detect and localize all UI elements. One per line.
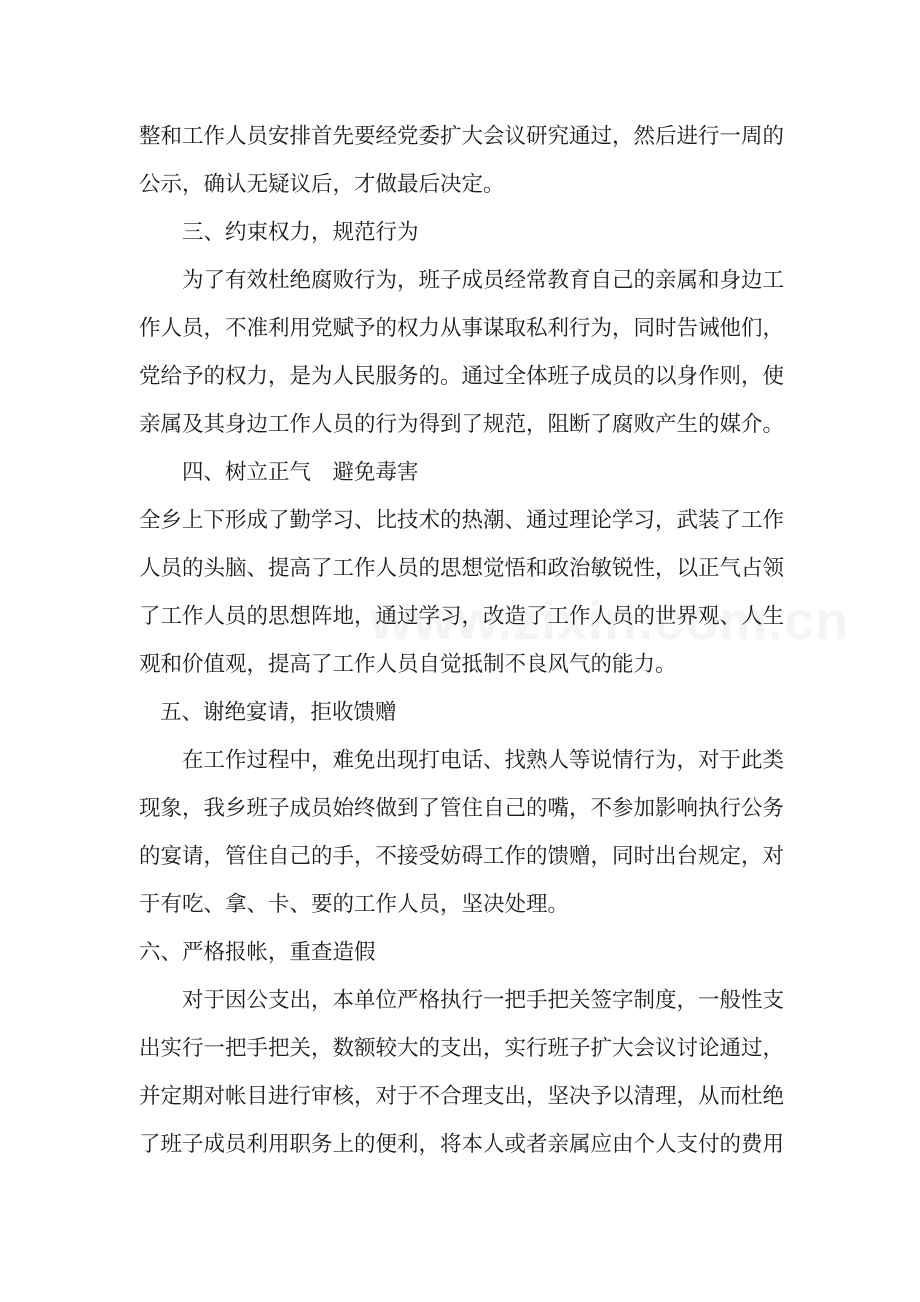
section-heading: 四、树立正气 避免毒害 <box>182 460 419 485</box>
paragraph-line: 现象，我乡班子成员始终做到了管住自己的嘴，不参加影响执行公务 <box>139 796 785 821</box>
paragraph-line: 了工作人员的思想阵地，通过学习，改造了工作人员的世界观、人生 <box>139 604 785 629</box>
paragraph-line: 人员的头脑、提高了工作人员的思想觉悟和政治敏锐性，以正气占领 <box>139 556 785 581</box>
paragraph-line: 亲属及其身边工作人员的行为得到了规范，阻断了腐败产生的媒介。 <box>139 412 785 437</box>
paragraph-line: 全乡上下形成了勤学习、比技术的热潮、通过理论学习，武装了工作 <box>139 508 785 533</box>
section-heading: 五、谢绝宴请，拒收馈赠 <box>160 700 397 725</box>
paragraph-line: 党给予的权力，是为人民服务的。通过全体班子成员的以身作则，使 <box>139 364 785 389</box>
paragraph-line: 观和价值观，提高了工作人员自觉抵制不良风气的能力。 <box>139 652 677 677</box>
section-heading: 六、严格报帐，重查造假 <box>139 940 376 965</box>
paragraph-line: 为了有效杜绝腐败行为，班子成员经常教育自己的亲属和身边工 <box>182 268 785 293</box>
paragraph-line: 对于因公支出，本单位严格执行一把手把关签字制度，一般性支 <box>182 988 785 1013</box>
paragraph-line: 公示，确认无疑议后，才做最后决定。 <box>139 172 505 197</box>
paragraph-line: 并定期对帐目进行审核，对于不合理支出，坚决予以清理，从而杜绝 <box>139 1084 785 1109</box>
paragraph-line: 于有吃、拿、卡、要的工作人员，坚决处理。 <box>139 892 570 917</box>
paragraph-line: 在工作过程中，难免出现打电话、找熟人等说情行为，对于此类 <box>182 748 785 773</box>
paragraph-line: 出实行一把手把关，数额较大的支出，实行班子扩大会议讨论通过， <box>139 1036 785 1061</box>
paragraph-line: 作人员，不准利用党赋予的权力从事谋取私利行为，同时告诫他们， <box>139 316 785 341</box>
paragraph-line: 了班子成员利用职务上的便利，将本人或者亲属应由个人支付的费用 <box>139 1132 785 1157</box>
paragraph-line: 整和工作人员安排首先要经党委扩大会议研究通过，然后进行一周的 <box>139 124 785 149</box>
section-heading: 三、约束权力，规范行为 <box>182 220 419 245</box>
paragraph-line: 的宴请，管住自己的手，不接受妨碍工作的馈赠，同时出台规定，对 <box>139 844 785 869</box>
